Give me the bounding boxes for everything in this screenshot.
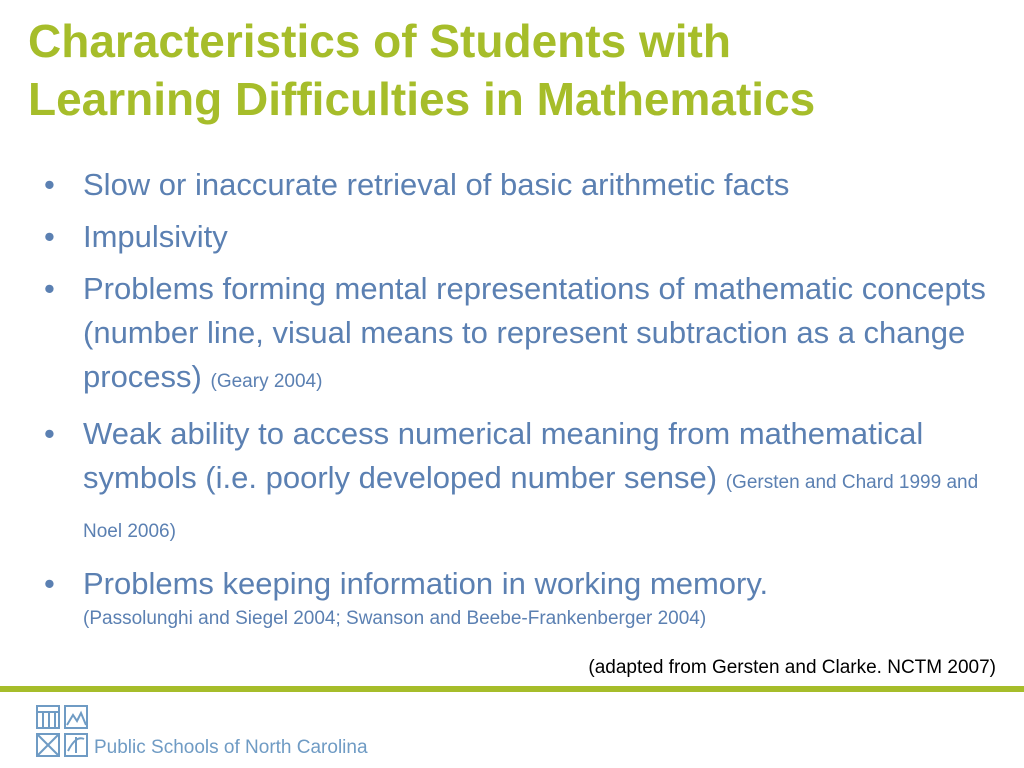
bullet-text: Problems keeping information in working memory.	[83, 566, 769, 601]
bullet-item	[44, 267, 1016, 404]
bullet-citation: (Geary 2004)	[210, 371, 323, 392]
bullet-item	[44, 562, 1016, 632]
bullet-dot: •	[44, 271, 55, 306]
bullet-item	[44, 215, 1016, 259]
bullet-citation: (Passolunghi and Siegel 2004; Swanson and Beebe-Frankenberger 2004)	[83, 608, 707, 629]
bullet-text: Slow or inaccurate retrieval of basic arithmetic facts	[83, 167, 790, 202]
bullet-text: Weak ability to access numerical meaning from mathematical symbols (i.e. poorly developed number sense)	[83, 416, 924, 495]
bullet-dot: •	[44, 219, 55, 254]
bullet-item	[44, 163, 1016, 207]
bullet-dot: •	[44, 167, 55, 202]
source-note: (adapted from Gersten and Clarke. NCTM 2007)	[588, 657, 996, 678]
footer-divider	[0, 686, 1024, 692]
nc-public-schools-logo-icon	[34, 703, 90, 759]
bullet-citation: (Gersten and Chard 1999 and Noel 2006)	[83, 472, 979, 542]
bullet-text: Problems forming mental representations of mathematic concepts (number line, visual means to represent subtraction as a change process)	[83, 271, 986, 394]
org-name: Public Schools of North Carolina	[94, 737, 368, 758]
bullet-dot: •	[44, 566, 55, 601]
slide-title-line-2: Learning Difficulties in Mathematics	[28, 73, 816, 125]
bullet-text: Impulsivity	[83, 219, 228, 254]
bullet-dot: •	[44, 416, 55, 451]
bullet-list	[44, 163, 1016, 640]
bullet-item	[44, 412, 1016, 554]
slide-title	[28, 12, 1008, 128]
slide-title-line-1: Characteristics of Students with	[28, 15, 731, 67]
